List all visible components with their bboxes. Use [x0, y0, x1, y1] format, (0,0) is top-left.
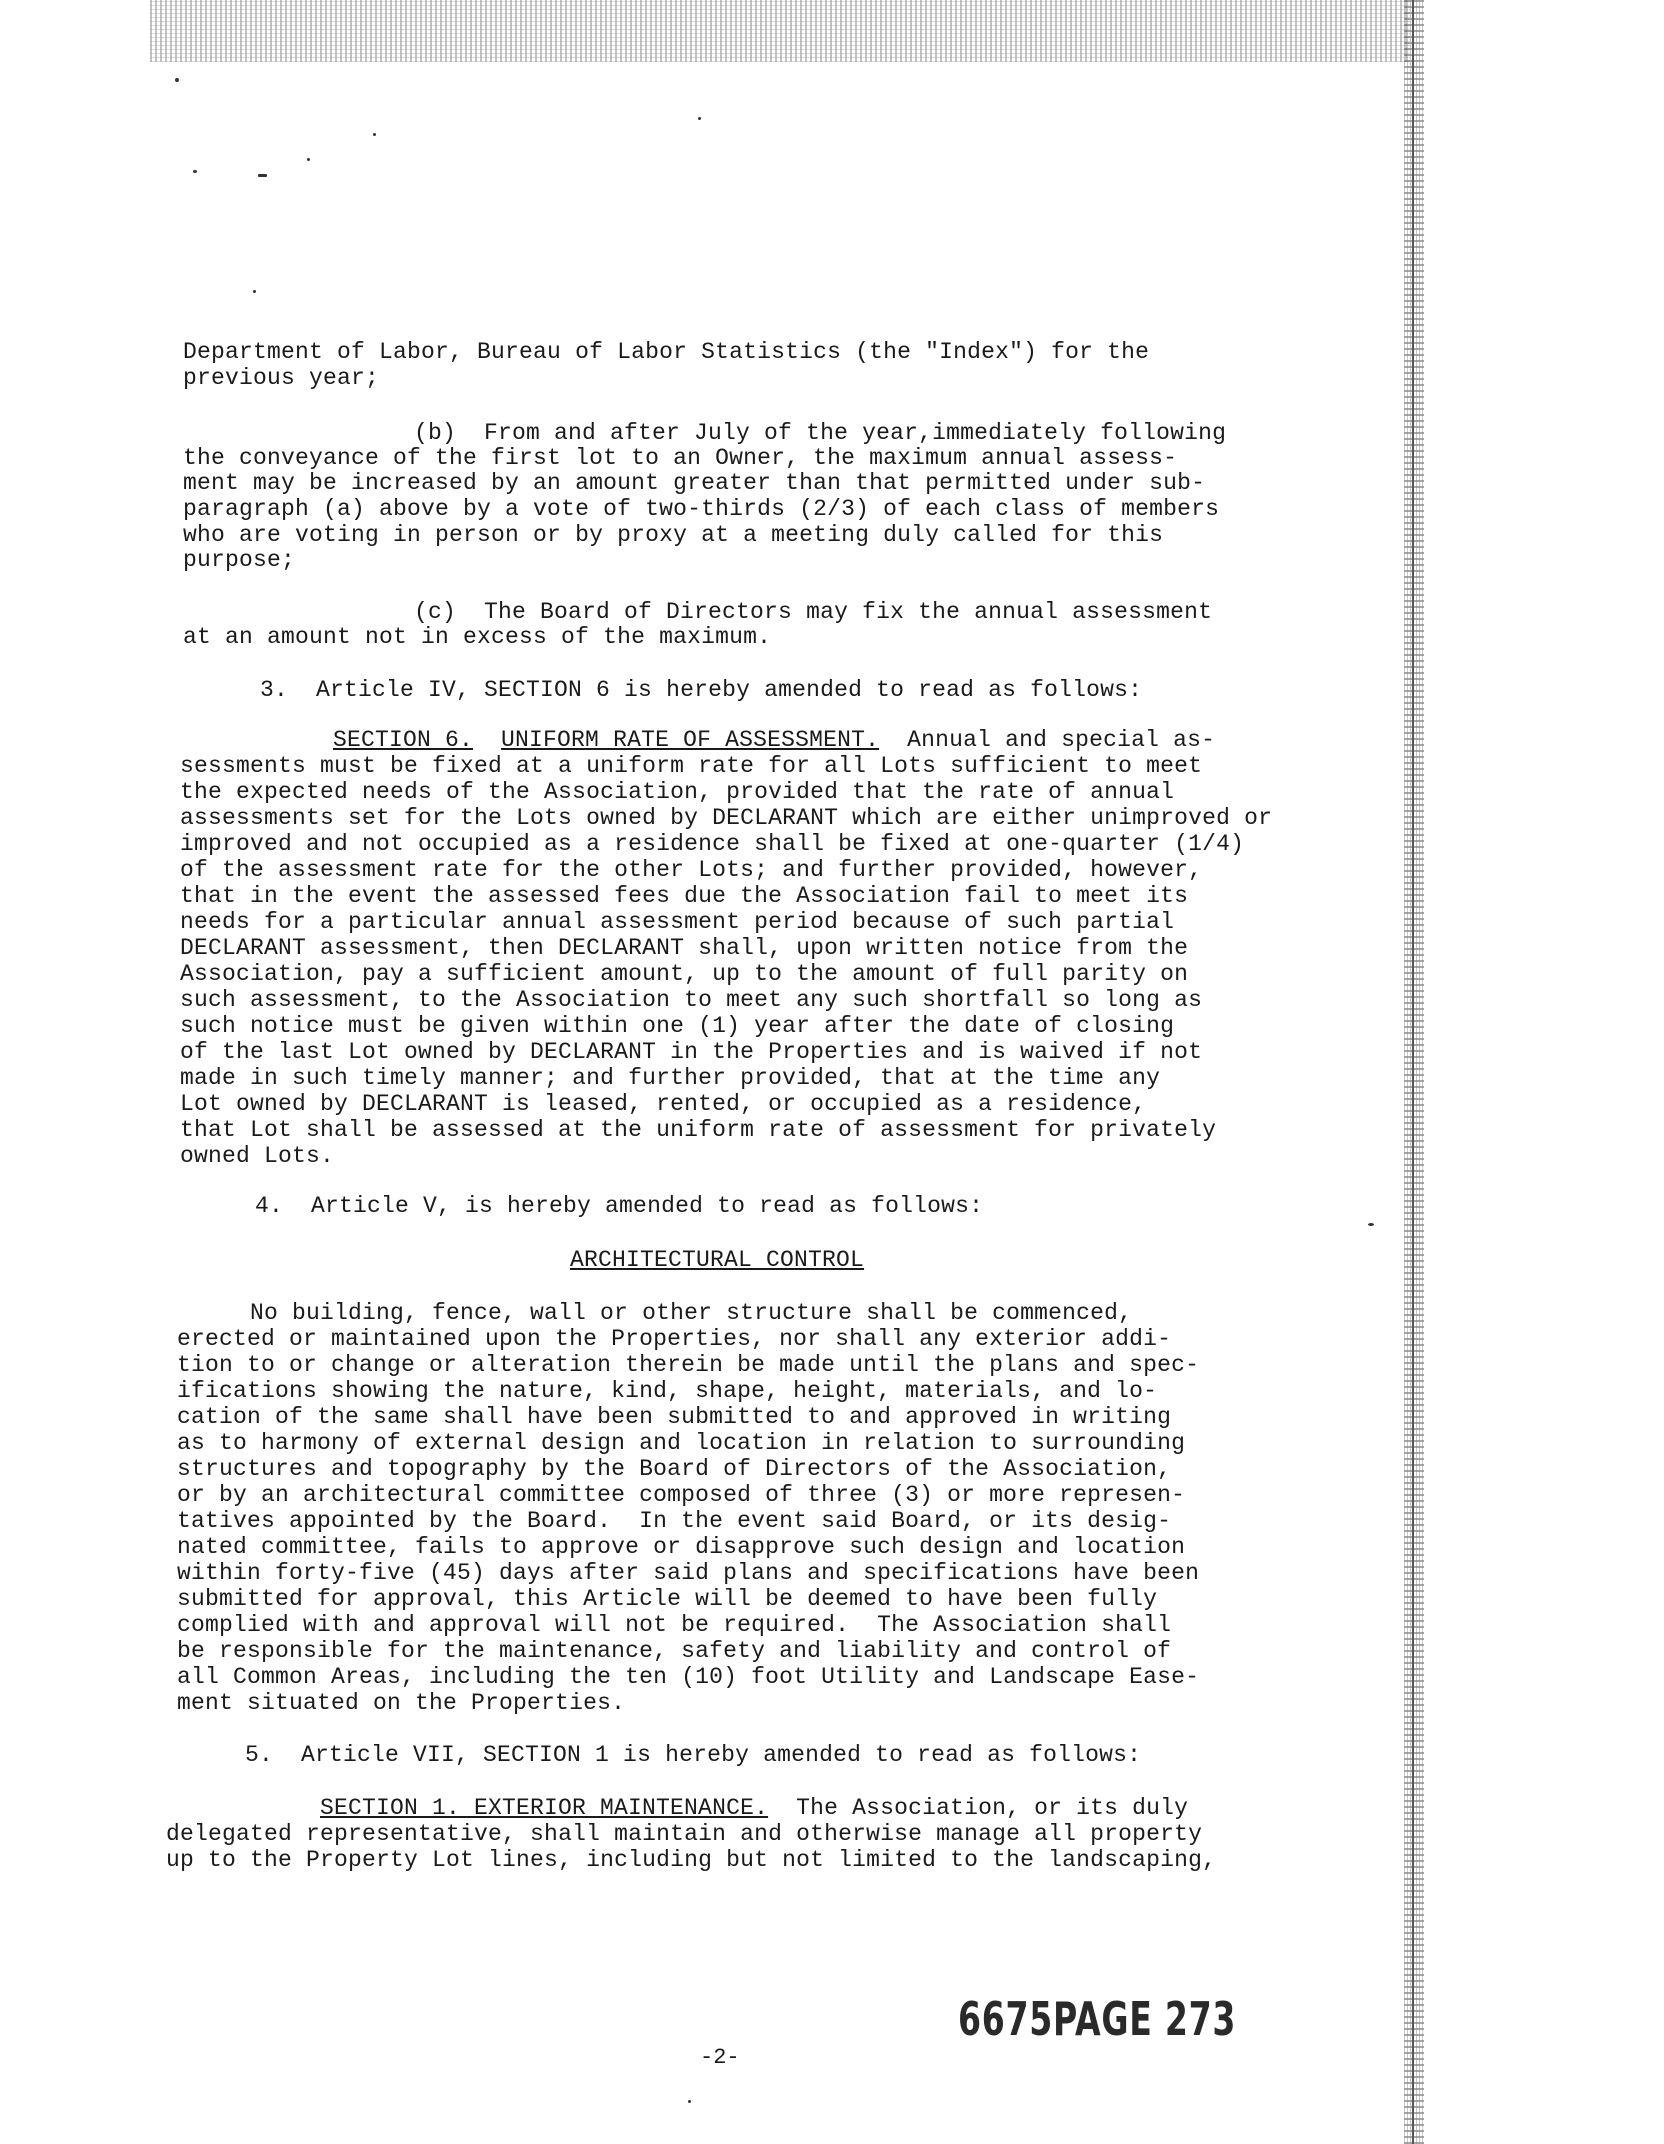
- section-title: UNIFORM RATE OF ASSESSMENT.: [501, 727, 880, 753]
- text-line: that in the event the assessed fees due the Association fail to meet its: [180, 883, 1189, 909]
- scan-speck: [258, 174, 267, 177]
- text-line: ment situated on the Properties.: [177, 1690, 626, 1716]
- section-heading: SECTION 6.: [333, 727, 474, 753]
- text-line: previous year;: [183, 365, 380, 391]
- text-line: Lot owned by DECLARANT is leased, rented, or occupied as a residence,: [180, 1091, 1147, 1117]
- book-page-stamp: 6675PAGE 273: [958, 1992, 1237, 2046]
- text-line: 4. Article V, is hereby amended to read as follows:: [255, 1193, 984, 1219]
- scan-speck: [688, 2100, 691, 2103]
- scan-speck: [698, 117, 701, 120]
- text-line: as to harmony of external design and location in relation to surrounding: [177, 1430, 1186, 1456]
- section-heading: SECTION 1. EXTERIOR MAINTENANCE.: [320, 1795, 769, 1821]
- text-line: (b) From and after July of the year,immediately following: [414, 420, 1227, 446]
- section-text: The Association, or its duly: [768, 1795, 1189, 1821]
- text-line: cation of the same shall have been submitted to and approved in writing: [177, 1404, 1172, 1430]
- text-line: paragraph (a) above by a vote of two-thirds (2/3) of each class of members: [183, 496, 1220, 522]
- scan-speck: [307, 158, 310, 161]
- text-line: (c) The Board of Directors may fix the annual assessment: [414, 599, 1213, 625]
- text-line: purpose;: [183, 547, 296, 573]
- text-line: who are voting in person or by proxy at a meeting duly called for this: [183, 522, 1164, 548]
- text-line: sessments must be fixed at a uniform rate for all Lots sufficient to meet: [180, 753, 1203, 779]
- scan-speck: [193, 170, 197, 173]
- text-line: at an amount not in excess of the maximum.: [183, 624, 772, 650]
- text-line: No building, fence, wall or other structure shall be commenced,: [250, 1300, 1133, 1326]
- text-line: be responsible for the maintenance, safety and liability and control of: [177, 1638, 1172, 1664]
- scan-speck: [373, 133, 376, 136]
- text-line: 3. Article IV, SECTION 6 is hereby amended to read as follows:: [260, 677, 1143, 703]
- scan-noise-right-edge: [1404, 0, 1424, 2144]
- text-line: or by an architectural committee composed of three (3) or more represen-: [177, 1482, 1186, 1508]
- text-line: ifications showing the nature, kind, shape, height, materials, and lo-: [177, 1378, 1158, 1404]
- text-line: such assessment, to the Association to meet any such shortfall so long as: [180, 987, 1203, 1013]
- scan-speck: [175, 78, 179, 82]
- text-line: submitted for approval, this Article will be deemed to have been fully: [177, 1586, 1158, 1612]
- text-line: the conveyance of the first lot to an Owner, the maximum annual assess-: [183, 445, 1178, 471]
- text-line: of the last Lot owned by DECLARANT in the Properties and is waived if not: [180, 1039, 1203, 1065]
- text-line: improved and not occupied as a residence shall be fixed at one-quarter (1/4): [180, 831, 1245, 857]
- text-line: tatives appointed by the Board. In the event said Board, or its desig-: [177, 1508, 1172, 1534]
- section-text: Annual and special as-: [879, 727, 1216, 753]
- text-line: [333, 727, 1215, 753]
- text-line: made in such timely manner; and further provided, that at the time any: [180, 1065, 1161, 1091]
- text-line: needs for a particular annual assessment period because of such partial: [180, 909, 1175, 935]
- architectural-control-heading: ARCHITECTURAL CONTROL: [570, 1247, 865, 1273]
- text-line: 5. Article VII, SECTION 1 is hereby amended to read as follows:: [245, 1742, 1142, 1768]
- text-line: [320, 1795, 1188, 1821]
- text-line: the expected needs of the Association, provided that the rate of annual: [180, 779, 1175, 805]
- text-line: tion to or change or alteration therein be made until the plans and spec-: [177, 1352, 1200, 1378]
- text-line: delegated representative, shall maintain and otherwise manage all property: [166, 1821, 1203, 1847]
- page-number: -2-: [700, 2045, 740, 2070]
- text-line: of the assessment rate for the other Lots; and further provided, however,: [180, 857, 1203, 883]
- text-line: assessments set for the Lots owned by DECLARANT which are either unimproved or: [180, 805, 1273, 831]
- text-line: all Common Areas, including the ten (10) foot Utility and Landscape Ease-: [177, 1664, 1200, 1690]
- text-line: owned Lots.: [180, 1143, 335, 1169]
- text-line: structures and topography by the Board of Directors of the Association,: [177, 1456, 1172, 1482]
- text-line: complied with and approval will not be required. The Association shall: [177, 1612, 1172, 1638]
- scan-noise-top: [150, 0, 1410, 62]
- text-line: such notice must be given within one (1) year after the date of closing: [180, 1013, 1175, 1039]
- text-line: nated committee, fails to approve or disapprove such design and location: [177, 1534, 1186, 1560]
- text-line: DECLARANT assessment, then DECLARANT shall, upon written notice from the: [180, 935, 1189, 961]
- text-line: ment may be increased by an amount greater than that permitted under sub-: [183, 470, 1206, 496]
- text-line: that Lot shall be assessed at the uniform rate of assessment for privately: [180, 1117, 1217, 1143]
- text-line: within forty-five (45) days after said plans and specifications have been: [177, 1560, 1200, 1586]
- text-line: Department of Labor, Bureau of Labor Statistics (the "Index") for the: [183, 339, 1150, 365]
- scan-speck: [253, 290, 256, 293]
- page-edge-line: [1412, 0, 1414, 2144]
- text-line: up to the Property Lot lines, including but not limited to the landscaping,: [166, 1847, 1217, 1873]
- text-line: erected or maintained upon the Properties, nor shall any exterior addi-: [177, 1326, 1172, 1352]
- text-line: Association, pay a sufficient amount, up to the amount of full parity on: [180, 961, 1189, 987]
- scan-speck: [1368, 1223, 1374, 1226]
